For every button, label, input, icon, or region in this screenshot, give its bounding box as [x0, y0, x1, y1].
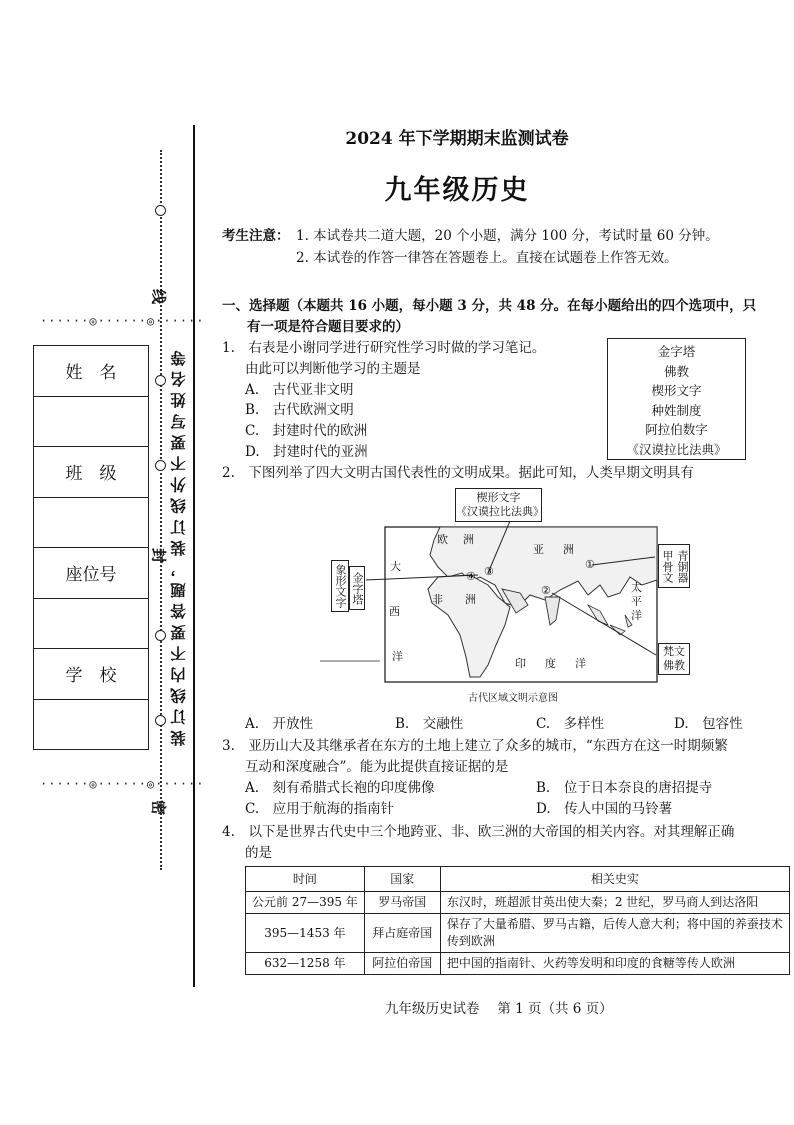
q4-cell-country: 拜占庭帝国 [364, 914, 440, 953]
section-heading: 一、选择题（本题共 16 小题，每小题 3 分，共 48 分。在每小题给出的四个选项中，只 [222, 298, 757, 314]
map-marker: ③ [484, 565, 494, 578]
q4-cell-country: 罗马帝国 [364, 892, 440, 914]
q4-cell-time: 公元前 27—395 年 [246, 892, 365, 914]
binding-warning: 装订线内不要答题，装订线外不要写姓名等 [169, 345, 188, 746]
page-footer: 九年级历史试卷 第 1 页（共 6 页） [385, 1001, 613, 1017]
map-box-text: 佛教 [663, 659, 685, 672]
map-box-text: 《汉谟拉比法典》 [456, 505, 544, 518]
map-label: 太 [631, 581, 642, 594]
q4-table-header: 国家 [364, 867, 440, 892]
binding-solid-line [193, 125, 195, 987]
map-box-text: 甲骨文 [661, 549, 674, 583]
binding-circle [155, 375, 166, 386]
binding-dotted-line [160, 150, 162, 870]
q3-option-a[interactable]: A. 刻有希腊式长袍的印度佛像 [245, 780, 435, 796]
map-marker: ① [585, 558, 595, 571]
notice-item-1: 1. 本试卷共二道大题，20 个小题，满分 100 分，考试时量 60 分钟。 [296, 228, 719, 244]
note-item: 种姓制度 [651, 402, 702, 418]
map-label: 大 [390, 560, 401, 573]
q4-table-header: 时间 [246, 867, 365, 892]
q2-stem: 2. 下图列举了四大文明古国代表性的文明成果。据此可知，人类早期文明具有 [222, 465, 694, 481]
q2-option-d[interactable]: D. 包容性 [674, 716, 743, 732]
q4-cell-time: 632—1258 年 [246, 953, 365, 975]
seal-char-line: 线 [149, 288, 168, 304]
map-box-egypt-script: 象形文字 [331, 560, 349, 612]
map-marker: ② [541, 584, 551, 597]
map-label: 洋 [392, 650, 403, 663]
notice-label: 考生注意： [222, 228, 290, 244]
map-box-text: 青铜器 [676, 549, 689, 583]
map-box-text: 楔形文字 [476, 491, 521, 504]
q4-cell-time: 395—1453 年 [246, 914, 365, 953]
q2-option-c[interactable]: C. 多样性 [536, 716, 605, 732]
seal-char-seal: 封 [149, 547, 168, 563]
field-seat-blank[interactable] [34, 598, 149, 649]
student-info-table [33, 345, 149, 750]
note-item: 楔形文字 [651, 383, 702, 398]
seal-char-secret: 密 [149, 799, 168, 815]
map-label: 洲 [465, 593, 476, 606]
q1-stem-cont: 由此可以判断他学习的主题是 [245, 361, 421, 377]
field-name: 姓 名 [34, 346, 149, 397]
map-label: 西 [389, 605, 400, 618]
field-seat: 座位号 [34, 548, 149, 599]
q4-stem-cont: 的是 [245, 845, 272, 861]
map-label: 洋 [631, 609, 642, 622]
notice-item-2: 2. 本试卷的作答一律答在答题卷上。直接在试题卷上作答无效。 [296, 250, 678, 266]
map-box-mesopotamia [455, 488, 542, 522]
q3-option-d[interactable]: D. 传人中国的马铃薯 [536, 801, 673, 817]
note-item: 佛教 [663, 363, 689, 379]
q4-cell-country: 阿拉伯帝国 [364, 953, 440, 975]
field-name-blank[interactable] [34, 396, 149, 447]
q4-stem: 4. 以下是世界古代史中三个地跨亚、非、欧三洲的大帝国的相关内容。对其理解正确 [222, 824, 735, 840]
q1-option-a[interactable]: A. 古代亚非文明 [245, 382, 354, 398]
binding-dots-bottom: ······◎······◎······ [40, 777, 205, 791]
binding-circle [155, 460, 166, 471]
q1-stem: 1. 右表是小谢同学进行研究性学习时做的学习笔记。 [222, 340, 546, 356]
section-heading-cont: 有一项是符合题目要求的） [247, 319, 409, 335]
q1-option-d[interactable]: D. 封建时代的亚洲 [245, 444, 368, 460]
map-caption: 古代区域文明示意图 [468, 693, 558, 704]
map-label: 欧 [437, 533, 448, 546]
map-marker: ④ [466, 570, 476, 583]
note-item: 阿拉伯数字 [645, 422, 708, 437]
map-box-china [658, 544, 690, 588]
map-label: 印 度 洋 [515, 657, 590, 670]
q1-option-b[interactable]: B. 古代欧洲文明 [245, 402, 354, 418]
q2-option-a[interactable]: A. 开放性 [245, 716, 314, 732]
map-label: 平 [631, 595, 642, 608]
study-notes-box [607, 338, 746, 460]
q4-cell-facts: 把中国的指南针、火药等发明和印度的食糖等传人欧洲 [440, 953, 789, 975]
binding-circle [155, 630, 166, 641]
note-item: 金字塔 [657, 344, 696, 359]
q3-option-c[interactable]: C. 应用于航海的指南针 [245, 801, 395, 817]
map-label: 洲 [463, 533, 474, 546]
q3-option-b[interactable]: B. 位于日本奈良的唐招提寺 [536, 780, 713, 796]
field-school-blank[interactable] [34, 699, 149, 750]
exam-title: 2024 年下学期期末监测试卷 [345, 129, 569, 149]
map-box-text: 梵文 [663, 645, 685, 658]
field-school: 学 校 [34, 649, 149, 700]
q4-table-header: 相关史实 [440, 867, 789, 892]
q4-table [245, 866, 790, 975]
map-label: 亚 [533, 543, 544, 556]
q3-stem: 3. 亚历山大及其继承者在东方的土地上建立了众多的城市，“东西方在这一时期频繁 [222, 738, 728, 754]
map-box-pyramid: 金字塔 [349, 566, 365, 610]
q4-cell-facts: 东汉时，班超派甘英出使大秦；2 世纪，罗马商人到达洛阳 [440, 892, 789, 914]
note-item: 《汉谟拉比法典》 [626, 441, 727, 457]
binding-circle [155, 715, 166, 726]
binding-dots-top: ······◎······◎······ [40, 314, 205, 328]
table-row [246, 892, 790, 914]
table-row [246, 914, 790, 953]
q4-cell-facts: 保存了大量希腊、罗马古籍，后传人意大利；将中国的养蚕技术传到欧洲 [440, 914, 789, 953]
field-class: 班 级 [34, 447, 149, 498]
map-label: 洲 [563, 543, 574, 556]
q2-option-b[interactable]: B. 交融性 [395, 716, 464, 732]
q1-option-c[interactable]: C. 封建时代的欧洲 [245, 423, 368, 439]
table-row [246, 953, 790, 975]
field-class-blank[interactable] [34, 497, 149, 548]
q3-stem-cont: 互动和深度融合”。能为此提供直接证据的是 [245, 759, 509, 775]
subject-title: 九年级历史 [384, 175, 530, 206]
map-label: 非 [432, 593, 443, 606]
map-box-india [658, 643, 690, 675]
